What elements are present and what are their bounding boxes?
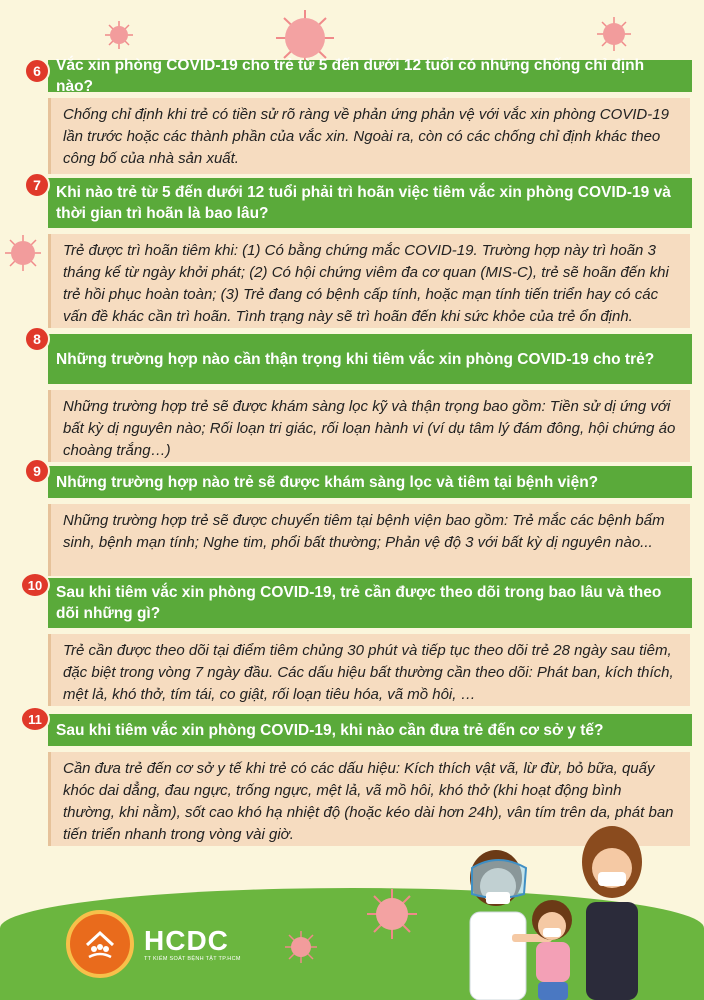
- question-number-badge: 6: [24, 58, 50, 84]
- question-number-badge: 10: [20, 572, 50, 598]
- question-number-badge: 11: [20, 706, 50, 732]
- question-text: Những trường hợp nào cần thận trọng khi tiêm vắc xin phòng COVID-19 cho trẻ?: [56, 350, 655, 368]
- answer-box: Những trường hợp trẻ sẽ được khám sàng lọc kỹ và thận trọng bao gồm: Tiền sử dị ứng với bất kỳ dị nguyên nào; Rối loạn tri giác, rối loạn hành vi (ví dụ tâm lý đám đông, hội chứng áo choàng trắng…): [48, 390, 690, 462]
- virus-icon: [596, 16, 632, 52]
- question-number-badge: 7: [24, 172, 50, 198]
- question-bar: [48, 578, 692, 628]
- virus-icon: [104, 20, 134, 50]
- virus-icon: [4, 234, 42, 272]
- question-text: Khi nào trẻ từ 5 đến dưới 12 tuổi phải trì hoãn việc tiêm vắc xin phòng COVID-19 và thời gian trì hoãn là bao lâu?: [56, 184, 671, 222]
- question-text: Sau khi tiêm vắc xin phòng COVID-19, khi nào cần đưa trẻ đến cơ sở y tế?: [56, 721, 604, 739]
- question-bar: [48, 714, 692, 746]
- virus-icon: [284, 930, 318, 964]
- logo-name: HCDC: [144, 925, 229, 956]
- vaccination-illustration: [452, 822, 652, 1000]
- question-bar: [48, 334, 692, 384]
- answer-box: Những trường hợp trẻ sẽ được chuyển tiêm tại bệnh viện bao gồm: Trẻ mắc các bệnh bẩm sinh, bệnh mạn tính; Nghe tim, phổi bất thường; Phản vệ độ 3 với bất kỳ dị nguyên nào...: [48, 504, 690, 576]
- question-bar: [48, 57, 692, 95]
- question-text: Sau khi tiêm vắc xin phòng COVID-19, trẻ cần được theo dõi trong bao lâu và theo dõi những gì?: [56, 584, 662, 622]
- answer-box: Trẻ được trì hoãn tiêm khi: (1) Có bằng chứng mắc COVID-19. Trường hợp này trì hoãn 3 tháng kể từ ngày khởi phát; (2) Có hội chứng viêm đa cơ quan (MIS-C), trẻ sẽ hoãn đến khi trẻ hồi phục hoàn toàn; (3) Trẻ đang có bệnh cấp tính, hoặc mạn tính tiến triển hay có các vấn đề khác cần trì hoãn. Tình trạng này sẽ trì hoãn đến khi sức khỏe của trẻ ổn định.: [48, 234, 690, 328]
- question-bar: [48, 466, 692, 498]
- answer-box: Cần đưa trẻ đến cơ sở y tế khi trẻ có các dấu hiệu: Kích thích vật vã, lừ đừ, bỏ bữa, quấy khóc dai dẳng, đau ngực, trống ngực, mệt lả, vã mồ hôi, khó thở (khi hoạt động bình thường, khi nằm), sốt cao khó hạ nhiệt độ (hoặc kéo dài hơn 24h), vân tím trên da, phát ban tiến triển nhanh trong vòng vài giờ.: [48, 752, 690, 846]
- question-number-badge: 8: [24, 326, 50, 352]
- question-text: Những trường hợp nào trẻ sẽ được khám sàng lọc và tiêm tại bệnh viện?: [56, 473, 599, 491]
- question-text: Vắc xin phòng COVID-19 cho trẻ từ 5 đến dưới 12 tuổi có những chống chỉ định nào?: [56, 57, 645, 95]
- question-bar: [48, 178, 692, 228]
- logo-emblem-icon: [66, 910, 134, 978]
- answer-box: Trẻ cần được theo dõi tại điểm tiêm chủng 30 phút và tiếp tục theo dõi trẻ 28 ngày sau tiêm, đặc biệt trong vòng 7 ngày đầu. Các dấu hiệu bất thường cần theo dõi: Phát ban, kích thích, mệt lả, khó thở, tím tái, co giật, rối loạn tiêu hóa, vã mồ hôi, …: [48, 634, 690, 706]
- question-number-badge: 9: [24, 458, 50, 484]
- logo-subtitle: TT KIỂM SOÁT BỆNH TẬT TP.HCM: [144, 956, 241, 962]
- hcdc-logo: [66, 910, 241, 978]
- answer-box: Chống chỉ định khi trẻ có tiền sử rõ ràng về phản ứng phản vệ với vắc xin phòng COVID-19 lần trước hoặc các thành phần của vắc xin. Ngoài ra, còn có các chống chỉ định khác theo công bố của nhà sản xuất.: [48, 98, 690, 174]
- virus-icon: [366, 888, 418, 940]
